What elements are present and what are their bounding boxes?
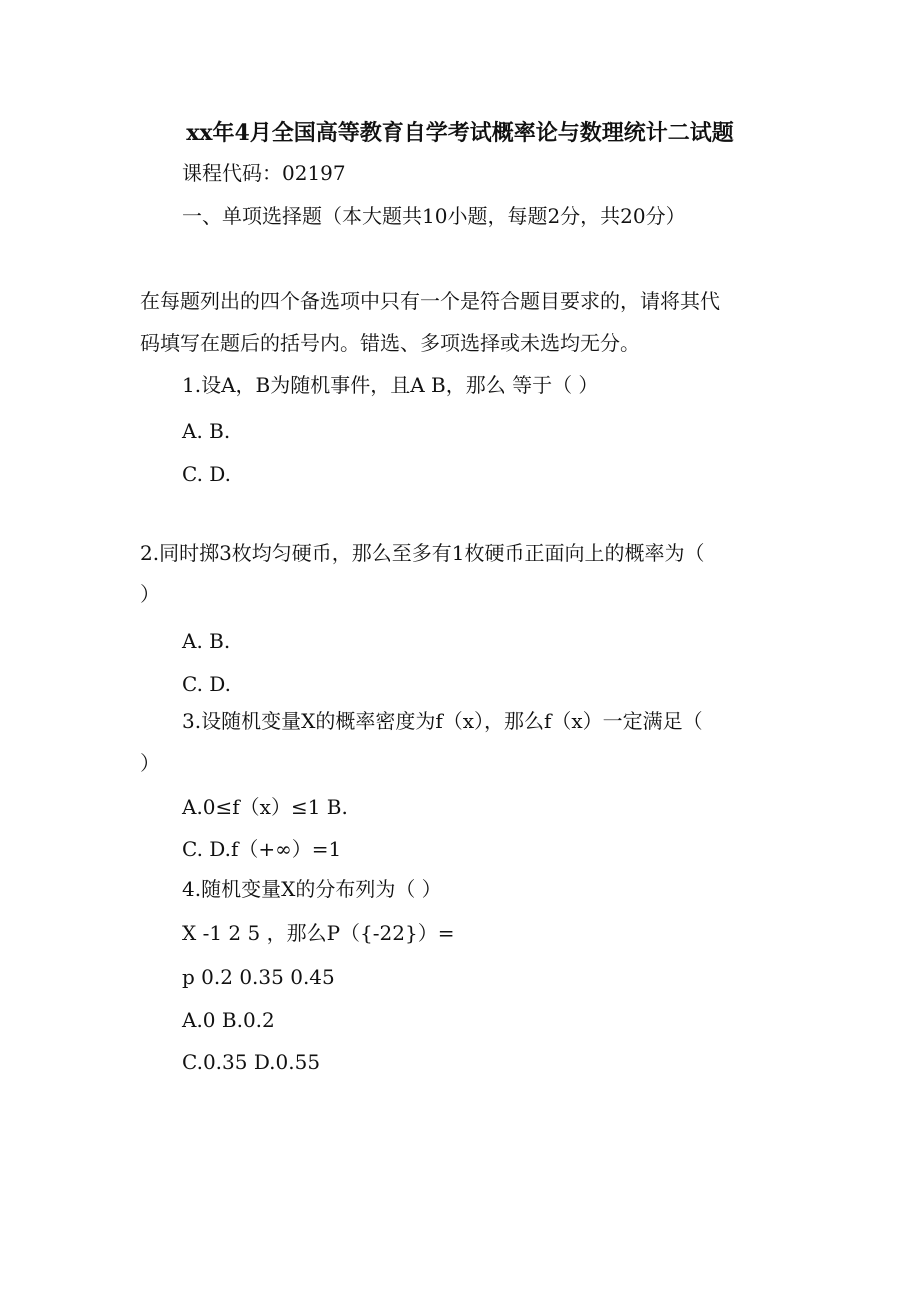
question-2-options-cd: C. D. — [182, 672, 231, 696]
course-code: 课程代码：02197 — [182, 161, 346, 185]
question-4-stem: 4.随机变量X的分布列为（ ） — [182, 877, 442, 901]
document-title: xx年4月全国高等教育自学考试概率论与数理统计二试题 — [186, 120, 734, 146]
instruction-line-2: 码填写在题后的括号内。错选、多项选择或未选均无分。 — [140, 331, 640, 355]
question-1-stem: 1.设A，B为随机事件，且A B，那么 等于（ ） — [182, 373, 599, 397]
question-1-options-ab: A. B. — [182, 419, 231, 443]
instruction-line-1: 在每题列出的四个备选项中只有一个是符合题目要求的，请将其代 — [140, 289, 720, 313]
section-heading: 一、单项选择题（本大题共10小题，每题2分，共20分） — [182, 204, 686, 228]
question-4-table-row-p: p 0.2 0.35 0.45 — [182, 965, 335, 989]
question-1-options-cd: C. D. — [182, 462, 231, 486]
question-3-stem-line-1: 3.设随机变量X的概率密度为f（x），那么f（x）一定满足（ — [182, 709, 703, 733]
question-2-stem-line-1: 2.同时掷3枚均匀硬币，那么至多有1枚硬币正面向上的概率为（ — [140, 541, 705, 565]
question-2-options-ab: A. B. — [182, 629, 231, 653]
question-3-options-ab: A.0≤f（x）≤1 B. — [182, 795, 348, 819]
question-3-stem-line-2: ） — [140, 751, 160, 775]
question-2-stem-line-2: ） — [140, 582, 160, 606]
question-4-options-ab: A.0 B.0.2 — [182, 1008, 275, 1032]
question-4-options-cd: C.0.35 D.0.55 — [182, 1050, 321, 1074]
question-3-options-cd: C. D.f（+∞）=1 — [182, 837, 342, 861]
question-4-table-row-x: X -1 2 5 ，那么P（{-22}）= — [182, 921, 455, 945]
